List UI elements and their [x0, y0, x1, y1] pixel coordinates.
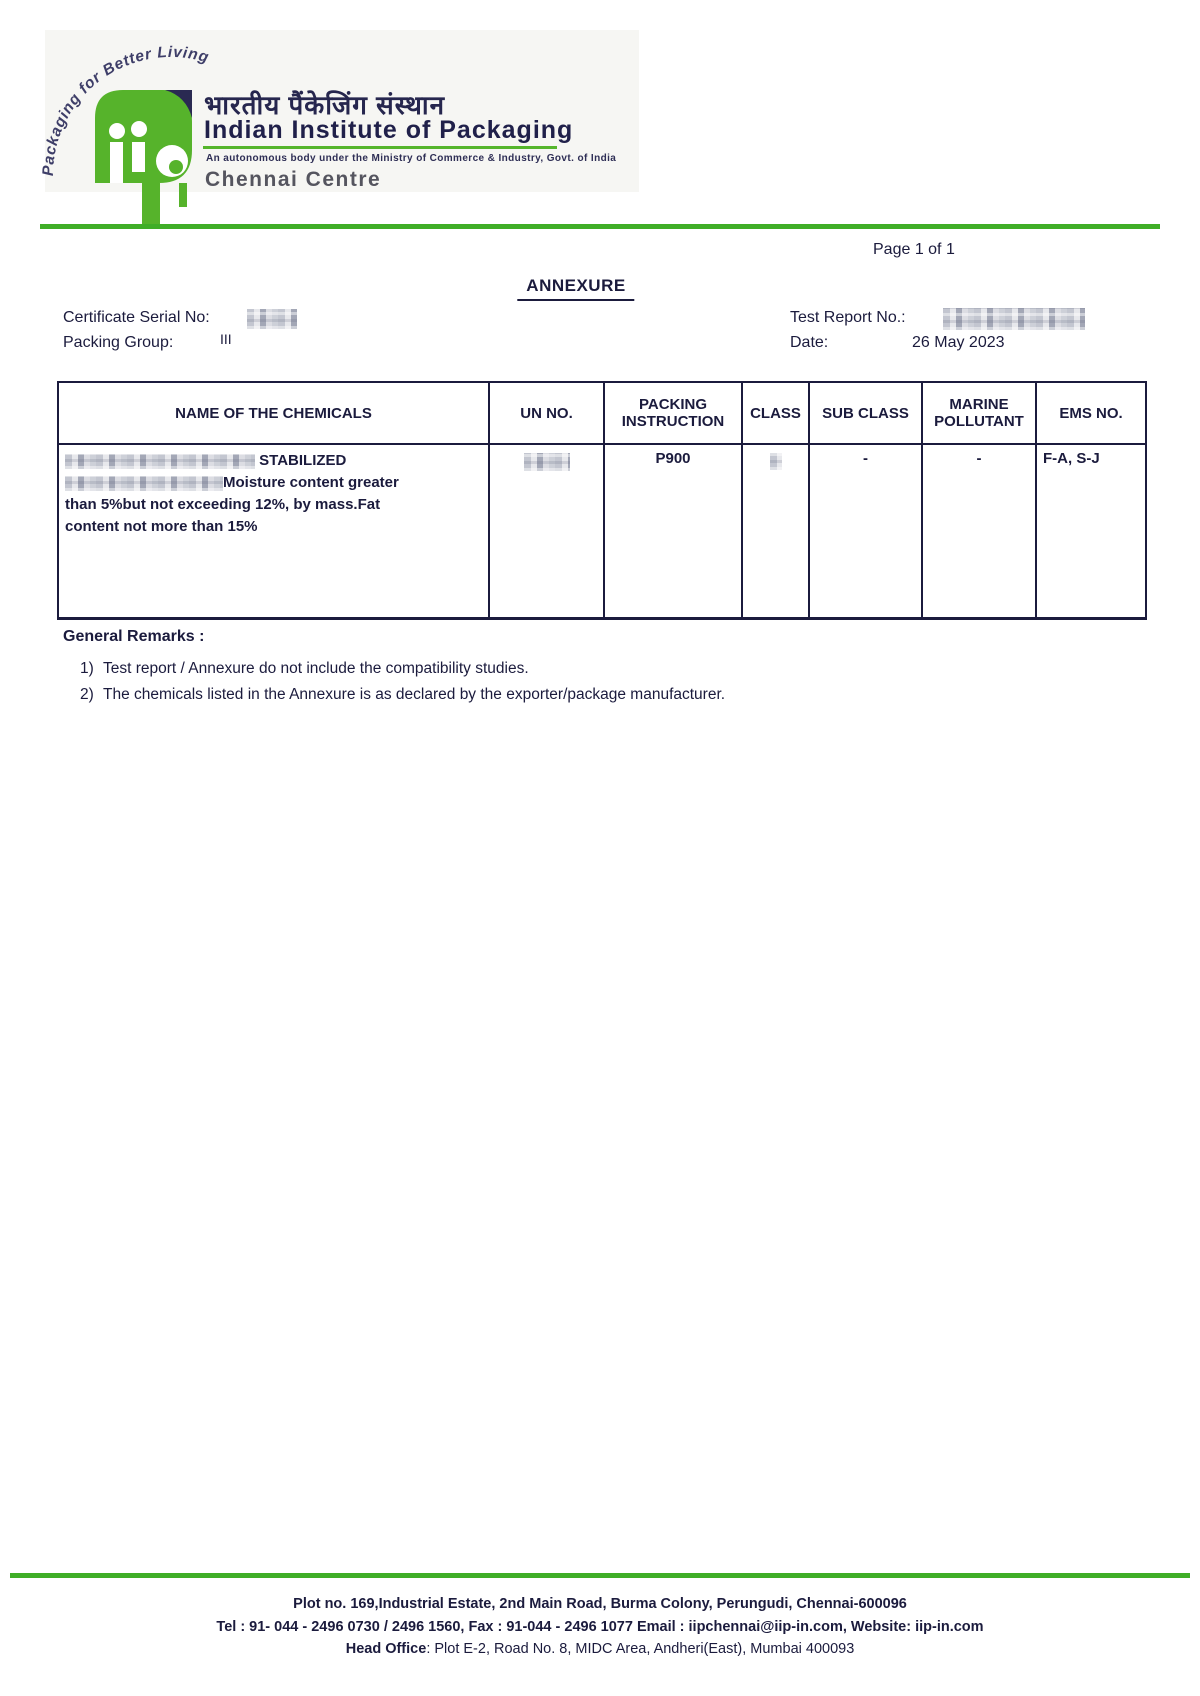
ems-no-cell: F-A, S-J: [1036, 444, 1146, 619]
remark-item-2: 2) The chemicals listed in the Annexure is as declared by the exporter/package manufacturer.: [80, 686, 726, 703]
table-row: [58, 444, 1146, 619]
header-divider-line: [40, 224, 1160, 229]
class-redacted-value: [770, 453, 782, 470]
un-no-cell: [489, 444, 604, 619]
packing-group-label: Packing Group:: [63, 334, 174, 351]
logo-descender: [179, 183, 187, 207]
chemical-name-cell: [58, 444, 489, 619]
logo-i-stem: [110, 142, 123, 183]
page-number: Page 1 of 1: [873, 241, 955, 258]
packing-instruction-cell: P900: [604, 444, 742, 619]
table-header-row: [58, 382, 1146, 444]
org-name-underline: [203, 146, 557, 149]
letterhead: [39, 30, 639, 192]
footer-contact: Tel : 91- 044 - 2496 0730 / 2496 1560, Fax : 91-044 - 2496 1077 Email : iipchennai@iip-in.com, Website: iip-in.com: [216, 1619, 984, 1635]
org-name-hindi: भारतीय पैंकेजिंग संस्थान: [204, 90, 446, 120]
chemical-name-line4: content not more than 15%: [65, 518, 258, 535]
chemical-name-redacted: [65, 454, 255, 469]
logo-i-stem: [132, 142, 145, 172]
logo-i-dot: [131, 121, 147, 137]
chemical-name-redacted: [65, 476, 223, 491]
packing-group-value: III: [220, 331, 232, 347]
logo-p-dot: [169, 160, 183, 174]
test-report-label: Test Report No.:: [790, 309, 906, 326]
col-header-packing-instruction: PACKING INSTRUCTION: [604, 382, 742, 444]
class-cell: [742, 444, 809, 619]
org-name-english: Indian Institute of Packaging: [204, 116, 574, 144]
general-remarks-heading: General Remarks :: [63, 628, 205, 645]
chemical-name-line1: STABILIZED: [65, 450, 482, 472]
col-header-name: NAME OF THE CHEMICALS: [58, 382, 489, 444]
slogan-curved-text: Packaging for Better Living: [39, 43, 212, 177]
col-header-ems-no: EMS NO.: [1036, 382, 1146, 444]
col-header-sub-class: SUB CLASS: [809, 382, 922, 444]
col-header-class: CLASS: [742, 382, 809, 444]
certificate-serial-redacted-value: [247, 309, 297, 329]
document-title: ANNEXURE: [517, 276, 634, 301]
footer-divider-line: [10, 1573, 1190, 1578]
org-subtitle: An autonomous body under the Ministry of Commerce & Industry, Govt. of India: [206, 153, 617, 164]
certificate-serial-label: Certificate Serial No:: [63, 309, 210, 326]
footer-address: Plot no. 169,Industrial Estate, 2nd Main Road, Burma Colony, Perungudi, Chennai-600096: [293, 1596, 907, 1612]
chemical-name-line2: Moisture content greater: [65, 472, 482, 494]
date-label: Date:: [790, 334, 829, 351]
centre-name: Chennai Centre: [205, 168, 382, 191]
un-no-redacted-value: [524, 453, 570, 471]
logo-i-dot: [109, 123, 125, 139]
remark-item-1: 1) Test report / Annexure do not include the compatibility studies.: [80, 660, 529, 677]
marine-pollutant-cell: -: [922, 444, 1036, 619]
col-header-un-no: UN NO.: [489, 382, 604, 444]
test-report-redacted-value: [943, 308, 1085, 330]
date-value: 26 May 2023: [912, 334, 1005, 351]
sub-class-cell: -: [809, 444, 922, 619]
footer-head-office: Head Office: Plot E-2, Road No. 8, MIDC Area, Andheri(East), Mumbai 400093: [345, 1641, 855, 1657]
col-header-marine-pollutant: MARINE POLLUTANT: [922, 382, 1036, 444]
chemical-name-line3: than 5%but not exceeding 12%, by mass.Fat: [65, 496, 381, 513]
logo-descender: [142, 183, 160, 224]
chemicals-table: [57, 381, 1147, 620]
